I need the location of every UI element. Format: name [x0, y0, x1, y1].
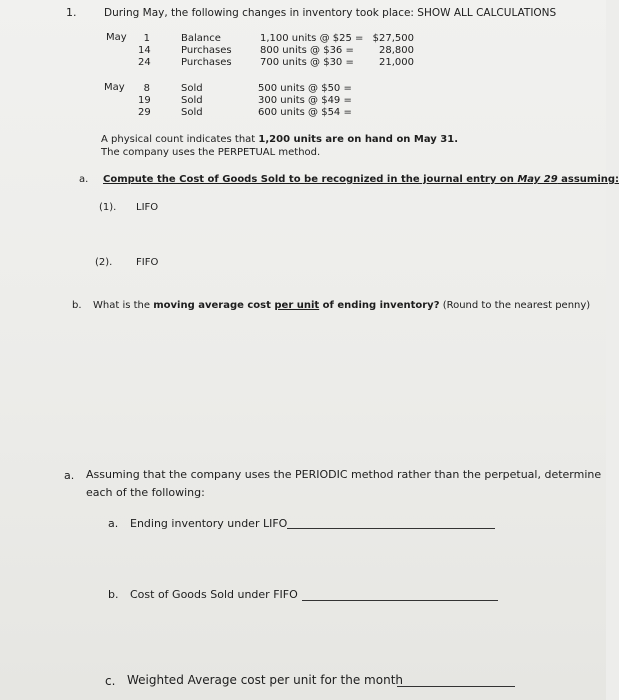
inventory-units-row: 700 units @ $30 =	[260, 57, 354, 68]
part-b-bold1: moving average cost	[153, 300, 275, 311]
part-b-label: b.	[72, 300, 82, 311]
question-intro: During May, the following changes in inventory took place: SHOW ALL CALCULATIONS	[104, 7, 557, 19]
inventory-total: 28,800	[379, 45, 414, 56]
inventory-days	[138, 33, 150, 69]
inventory-units	[260, 33, 363, 69]
sales-units-row: 600 units @ $54 =	[258, 107, 352, 118]
inventory-type: Purchases	[181, 57, 232, 68]
part-a-suffix: assuming:	[557, 174, 619, 185]
part-b-per-unit: per unit	[274, 300, 320, 311]
periodic-line2: each of the following:	[86, 486, 205, 499]
part-a-date: May 29	[517, 174, 558, 185]
periodic-line1: Assuming that the company uses the PERIODIC method rather than the perpetual, determine	[86, 468, 602, 481]
part-b-prefix: What is the	[93, 300, 154, 311]
physical-count-line1	[101, 135, 458, 145]
inventory-totals	[366, 33, 414, 69]
inventory-type: Purchases	[181, 45, 232, 56]
inventory-units-row: 1,100 units @ $25 =	[260, 33, 364, 44]
sales-month: May	[104, 82, 125, 93]
answer-line-weighted-average[interactable]	[397, 686, 515, 687]
inventory-total: 21,000	[379, 57, 414, 68]
inventory-day: 1	[143, 33, 150, 44]
periodic-item-a-label: a.	[108, 517, 119, 530]
option-1-text: LIFO	[136, 202, 159, 213]
sales-type: Sold	[181, 95, 203, 106]
periodic-label: a.	[64, 469, 75, 482]
option-2-label: (2).	[95, 257, 113, 268]
inventory-month: May	[106, 32, 127, 43]
physical-count-prefix: A physical count indicates that	[101, 134, 259, 145]
answer-line-ending-inventory-lifo[interactable]	[287, 528, 495, 529]
part-b-suffix: (Round to the nearest penny)	[439, 300, 591, 311]
sales-units-row: 300 units @ $49 =	[258, 95, 352, 106]
option-2-text: FIFO	[136, 257, 159, 268]
inventory-total: $27,500	[372, 33, 414, 44]
periodic-item-c-label: c.	[105, 674, 116, 688]
sales-day: 8	[143, 83, 150, 94]
sales-days	[138, 83, 150, 119]
inventory-types	[181, 33, 232, 69]
inventory-day: 14	[138, 45, 151, 56]
question-number: 1.	[66, 6, 77, 19]
inventory-units-row: 800 units @ $36 =	[260, 45, 354, 56]
sales-types	[181, 83, 203, 119]
sales-day: 19	[138, 95, 151, 106]
part-a-prefix: Compute the Cost of Goods Sold to be recognized in the journal entry on	[103, 174, 518, 185]
physical-count-units: 1,200 units are on hand on May 31.	[258, 134, 459, 145]
part-b-bold2: of ending inventory?	[319, 300, 440, 311]
sales-units	[258, 83, 352, 119]
option-1-label: (1).	[99, 202, 117, 213]
part-b-question	[93, 301, 590, 311]
sales-type: Sold	[181, 83, 203, 94]
periodic-item-c-text: Weighted Average cost per unit for the month	[127, 673, 404, 687]
part-a-question	[103, 175, 619, 185]
answer-line-cogs-fifo[interactable]	[302, 600, 498, 601]
physical-count-line2: The company uses the PERPETUAL method.	[101, 147, 321, 158]
inventory-day: 24	[138, 57, 151, 68]
sales-day: 29	[138, 107, 151, 118]
part-a-label: a.	[79, 174, 89, 185]
periodic-item-b-text: Cost of Goods Sold under FIFO	[130, 588, 298, 601]
periodic-item-a-text: Ending inventory under LIFO	[130, 517, 288, 530]
inventory-type: Balance	[181, 33, 221, 44]
sales-type: Sold	[181, 107, 203, 118]
periodic-item-b-label: b.	[108, 588, 119, 601]
sales-units-row: 500 units @ $50 =	[258, 83, 352, 94]
